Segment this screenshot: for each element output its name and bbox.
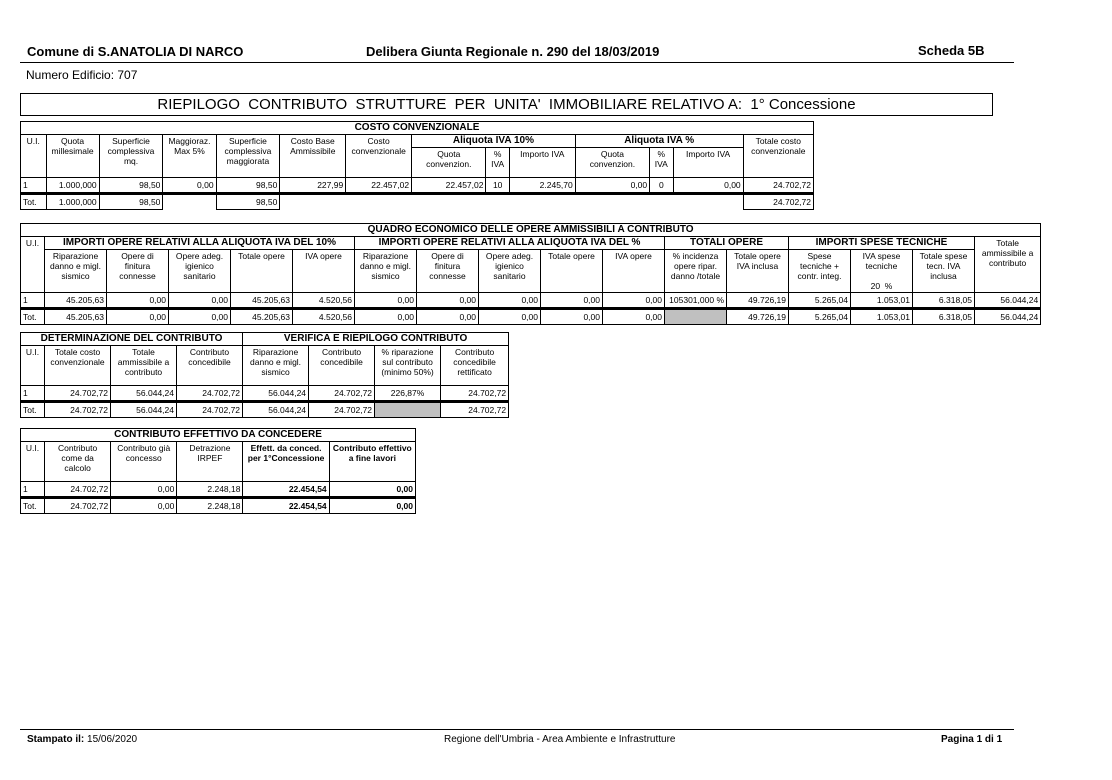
cell: 45.205,63 [231,309,293,325]
cell: 98,50 [216,194,280,210]
cell: 10 [486,178,509,194]
costo-title: COSTO CONVENZIONALE [21,122,814,135]
eff-row [21,482,416,498]
cell: 98,50 [99,194,163,210]
cell: Tot. [21,402,45,418]
cell: 0,00 [111,498,177,514]
cell: 24.702,72 [441,402,509,418]
h-igienico: Opere adeg. igienico sanitario [169,250,231,293]
cell: 24.702,72 [45,386,111,402]
h-totale-opere-2: Totale opere [541,250,603,293]
h-incidenza: % incidenza opere ripar. danno /totale [665,250,727,293]
h-pct-riparazione: % riparazione sul contributo (minimo 50%) [375,346,441,386]
cell: 1 [21,178,47,194]
h-riparazione-2: Riparazione danno e migl. sismico [355,250,417,293]
cell: 0,00 [169,309,231,325]
h-costo-base: Costo Base Ammissibile [280,135,346,178]
cell: 0 [650,178,673,194]
h-igienico-2: Opere adeg. igienico sanitario [479,250,541,293]
costo-row [21,178,814,194]
cell: 98,50 [99,178,163,194]
h-ui: U.I. [21,135,47,178]
cell: 0,00 [107,309,169,325]
stampato-date: 15/06/2020 [87,734,138,745]
cell: 0,00 [603,293,665,309]
cell: 98,50 [216,178,280,194]
h-finitura-2: Opere di finitura connesse [417,250,479,293]
h-quota: Quota millesimale [46,135,99,178]
cell: 105301,000 % [665,293,727,309]
cell: 49.726,19 [727,293,789,309]
h-contributo-2: Contributo concedibile [309,346,375,386]
cell: 0,00 [541,293,603,309]
cell: 45.205,63 [231,293,293,309]
h-totale-costo: Totale costo convenzionale [743,135,813,178]
edificio-number: Numero Edificio: 707 [26,68,138,82]
contributo-effettivo-table [20,428,416,514]
cell: 45.205,63 [45,293,107,309]
h-superficie-magg: Superficie complessiva maggiorata [216,135,280,178]
cell: 0,00 [355,309,417,325]
header-rule [20,62,1014,63]
h-totale-ammissibile: Totale ammissibile a contributo [975,237,1041,293]
cell: 56.044,24 [975,309,1041,325]
h-importo-iva: Importo IVA [509,148,575,178]
cell: 24.702,72 [309,402,375,418]
det-title: DETERMINAZIONE DEL CONTRIBUTO [21,333,243,346]
cell: 24.702,72 [45,402,111,418]
cell: 24.702,72 [743,194,813,210]
cell: 0,00 [329,498,415,514]
h-rettificato: Contributo concedibile rettificato [441,346,509,386]
h-ui: U.I. [21,346,45,386]
cell: 0,00 [575,178,649,194]
cell: 56.044,24 [111,402,177,418]
cell: 24.702,72 [177,386,243,402]
cell: 0,00 [169,293,231,309]
h-ui: U.I. [21,442,45,482]
cell: 45.205,63 [45,309,107,325]
stampato [27,734,137,745]
cell: 24.702,72 [45,482,111,498]
h-quota-conv-2: Quota convenzion. [575,148,649,178]
cell: 5.265,04 [789,309,851,325]
h-superficie: Superficie complessiva mq. [99,135,163,178]
cell: 24.702,72 [309,386,375,402]
cell: 1.053,01 [851,309,913,325]
h-iva-spese-pct: 20 % [870,281,893,291]
h-spese-tecniche: Spese tecniche + contr. integ. [789,250,851,293]
h-pct-iva: % IVA [486,148,509,178]
quadro-row [21,293,1041,309]
det-tot-row [21,402,509,418]
cell: 0,00 [479,293,541,309]
quadro-title: QUADRO ECONOMICO DELLE OPERE AMMISSIBILI A CONTRIBUTO [21,224,1041,237]
eff-tot-row [21,498,416,514]
cell: 2.248,18 [177,482,243,498]
cell: 0,00 [111,482,177,498]
cell: 0,00 [603,309,665,325]
h-costo-conv: Costo convenzionale [346,135,412,178]
h-fine-lavori: Contributo effettivo a fine lavori [329,442,415,482]
h-totale-iva: Totale opere IVA inclusa [727,250,789,293]
h-iva-opere-2: IVA opere [603,250,665,293]
cell: 226,87% [375,386,441,402]
cell: 6.318,05 [913,293,975,309]
cell: 56.044,24 [243,386,309,402]
cell: 0,00 [163,178,216,194]
h-iva-opere: IVA opere [293,250,355,293]
cell: 0,00 [107,293,169,309]
h-group-spese: IMPORTI SPESE TECNICHE [789,237,975,250]
cell: 1.000,000 [46,178,99,194]
comune-title: Comune di S.ANATOLIA DI NARCO [27,44,244,59]
h-calcolo: Contributo come da calcolo [45,442,111,482]
cell: 56.044,24 [975,293,1041,309]
cell: 2.245,70 [509,178,575,194]
cell: 22.454,54 [243,498,329,514]
h-group-totali: TOTALI OPERE [665,237,789,250]
tot-label: Tot. [21,194,47,210]
cell: 24.702,72 [45,498,111,514]
h-finitura: Opere di finitura connesse [107,250,169,293]
cell: 5.265,04 [789,293,851,309]
cell: 0,00 [541,309,603,325]
cell [375,402,441,418]
h-totale-costo: Totale costo convenzionale [45,346,111,386]
quadro-tot-row [21,309,1041,325]
h-effettivo-concessione: Effett. da conced. per 1°Concessione [243,442,329,482]
cell: 0,00 [673,178,743,194]
costo-convenzionale-table [20,121,814,210]
cell: 0,00 [355,293,417,309]
cell: 56.044,24 [111,386,177,402]
h-contributo: Contributo concedibile [177,346,243,386]
cell: 4.520,56 [293,309,355,325]
h-iva-spese [851,250,913,293]
h-ui: U.I. [21,237,45,293]
h-totale-opere: Totale opere [231,250,293,293]
verifica-title: VERIFICA E RIEPILOGO CONTRIBUTO [243,333,509,346]
h-aliquota-pct: Aliquota IVA % [575,135,743,148]
cell: 22.454,54 [243,482,329,498]
cell [665,309,727,325]
h-totale-spese: Totale spese tecn. IVA inclusa [913,250,975,293]
cell: 24.702,72 [177,402,243,418]
cell: Tot. [21,498,45,514]
page-number: Pagina 1 di 1 [941,734,1003,745]
h-iva-spese-label: IVA spese tecniche [862,251,901,271]
eff-title: CONTRIBUTO EFFETTIVO DA CONCEDERE [21,429,416,442]
h-pct-iva-2: % IVA [650,148,673,178]
quadro-economico-table [20,223,1041,325]
cell: 24.702,72 [441,386,509,402]
cell: 0,00 [417,293,479,309]
cell: 1 [21,386,45,402]
cell: 22.457,02 [412,178,486,194]
cell: 1 [21,293,45,309]
h-group-10: IMPORTI OPERE RELATIVI ALLA ALIQUOTA IVA DEL 10% [45,237,355,250]
h-riparazione: Riparazione danno e migl. sismico [243,346,309,386]
h-maggiorazione: Maggioraz. Max 5% [163,135,216,178]
footer-center: Regione dell'Umbria - Area Ambiente e Infrastrutture [444,734,676,745]
delibera-title: Delibera Giunta Regionale n. 290 del 18/03/2019 [366,44,660,59]
cell: 49.726,19 [727,309,789,325]
cell: 24.702,72 [743,178,813,194]
cell: 1 [21,482,45,498]
h-gia-concesso: Contributo già concesso [111,442,177,482]
cell: 1.053,01 [851,293,913,309]
costo-tot-row [21,194,814,210]
determinazione-table [20,332,509,418]
cell: 6.318,05 [913,309,975,325]
h-importo-iva-2: Importo IVA [673,148,743,178]
stampato-label: Stampato il: [27,734,85,745]
h-riparazione: Riparazione danno e migl. sismico [45,250,107,293]
cell: 1.000,000 [46,194,99,210]
cell: 56.044,24 [243,402,309,418]
cell: 0,00 [479,309,541,325]
h-irpef: Detrazione IRPEF [177,442,243,482]
h-aliquota-10: Aliquota IVA 10% [412,135,576,148]
cell: 22.457,02 [346,178,412,194]
cell: 0,00 [329,482,415,498]
h-group-pct: IMPORTI OPERE RELATIVI ALLA ALIQUOTA IVA DEL % [355,237,665,250]
cell: 4.520,56 [293,293,355,309]
summary-banner: RIEPILOGO CONTRIBUTO STRUTTURE PER UNITA' IMMOBILIARE RELATIVO A: 1° Concessione [20,93,993,116]
det-row [21,386,509,402]
cell: 2.248,18 [177,498,243,514]
scheda-label: Scheda 5B [918,43,985,58]
h-quota-conv: Quota convenzion. [412,148,486,178]
cell: 227,99 [280,178,346,194]
footer-rule [20,729,1014,730]
h-totale-ammissibile: Totale ammissibile a contributo [111,346,177,386]
cell: 0,00 [417,309,479,325]
cell: Tot. [21,309,45,325]
